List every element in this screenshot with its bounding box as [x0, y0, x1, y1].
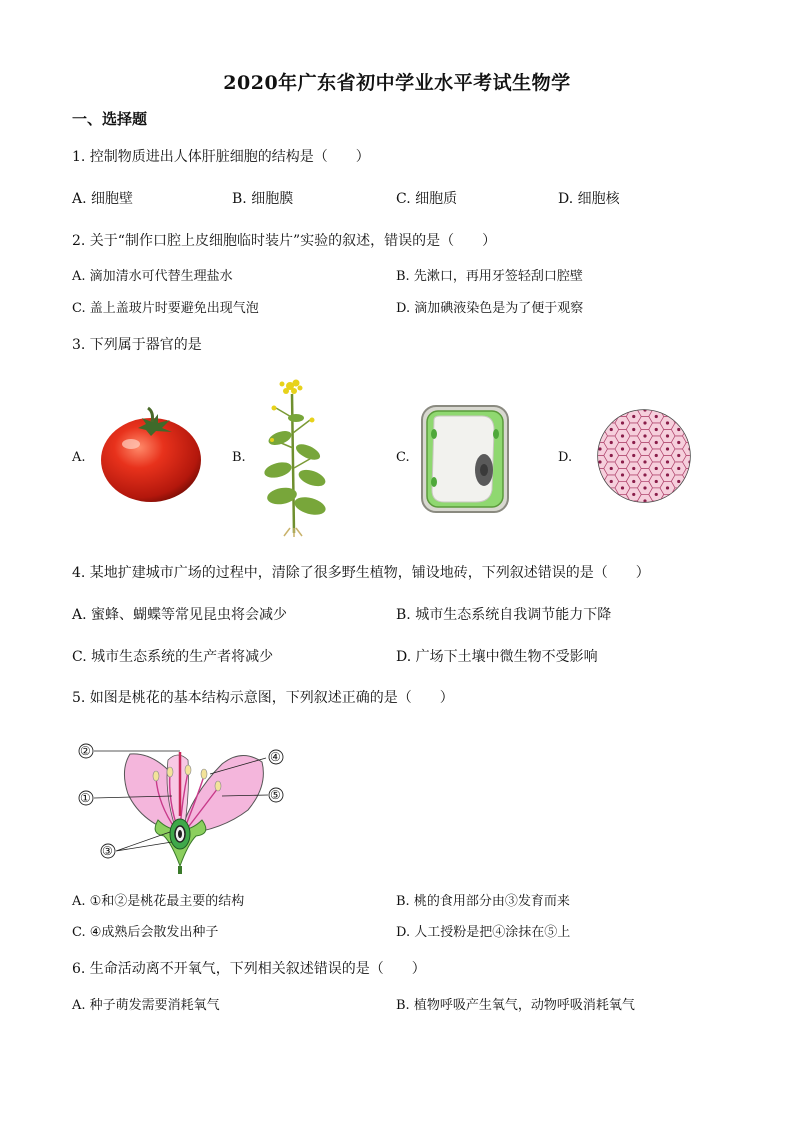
flower-label-5: ⑤: [270, 788, 281, 802]
section-heading: 一、选择题: [72, 110, 148, 128]
plant-cell-image: [420, 404, 510, 514]
q4-option-b: B. 城市生态系统自我调节能力下降: [396, 607, 612, 623]
tomato-image: [96, 404, 206, 504]
question-1-text: 1. 控制物质进出人体肝脏细胞的结构是（ ）: [72, 149, 370, 165]
q5-option-a: A. ①和②是桃花最主要的结构: [72, 894, 245, 909]
q2-option-b: B. 先漱口，再用牙签轻刮口腔壁: [396, 269, 583, 284]
q3-option-b: B.: [232, 450, 246, 465]
q5-option-d: D. 人工授粉是把④涂抹在⑤上: [396, 925, 571, 940]
q6-option-a: A. 种子萌发需要消耗氧气: [72, 998, 220, 1013]
question-2-text: 2. 关于“制作口腔上皮细胞临时装片”实验的叙述，错误的是（ ）: [72, 233, 497, 249]
page-title: 2020年广东省初中学业水平考试生物学: [223, 72, 571, 94]
q1-option-a: A. 细胞壁: [72, 191, 134, 207]
q1-option-d: D. 细胞核: [558, 191, 620, 207]
tissue-cells-image: [596, 408, 692, 504]
q2-option-d: D. 滴加碘液染色是为了便于观察: [396, 301, 584, 316]
q6-option-b: B. 植物呼吸产生氧气，动物呼吸消耗氧气: [396, 998, 635, 1013]
flower-label-3: ③: [102, 844, 113, 858]
flower-label-1: ①: [80, 791, 91, 805]
flower-label-4: ④: [270, 750, 281, 764]
rapeseed-plant-image: [260, 378, 340, 538]
q3-option-d: D.: [558, 450, 573, 465]
q1-option-c: C. 细胞质: [396, 191, 458, 207]
question-4-text: 4. 某地扩建城市广场的过程中，清除了很多野生植物，铺设地砖，下列叙述错误的是（ ）: [72, 565, 650, 581]
question-5-text: 5. 如图是桃花的基本结构示意图，下列叙述正确的是（ ）: [72, 690, 454, 706]
q5-option-c: C. ④成熟后会散发出种子: [72, 925, 219, 940]
q2-option-a: A. 滴加清水可代替生理盐水: [72, 269, 233, 284]
q2-option-c: C. 盖上盖玻片时要避免出现气泡: [72, 301, 259, 316]
q4-option-a: A. 蜜蜂、蝴蝶等常见昆虫将会减少: [72, 607, 288, 623]
q4-option-d: D. 广场下土壤中微生物不受影响: [396, 649, 598, 665]
flower-label-2: ②: [80, 744, 91, 758]
q3-option-c: C.: [396, 450, 410, 465]
q5-option-b: B. 桃的食用部分由③发育而来: [396, 894, 570, 909]
question-3-text: 3. 下列属于器官的是: [72, 337, 202, 353]
q4-option-c: C. 城市生态系统的生产者将减少: [72, 649, 274, 665]
q3-option-a: A.: [72, 450, 86, 465]
question-6-text: 6. 生命活动离不开氧气，下列相关叙述错误的是（ ）: [72, 961, 426, 977]
q1-option-b: B. 细胞膜: [232, 191, 294, 207]
